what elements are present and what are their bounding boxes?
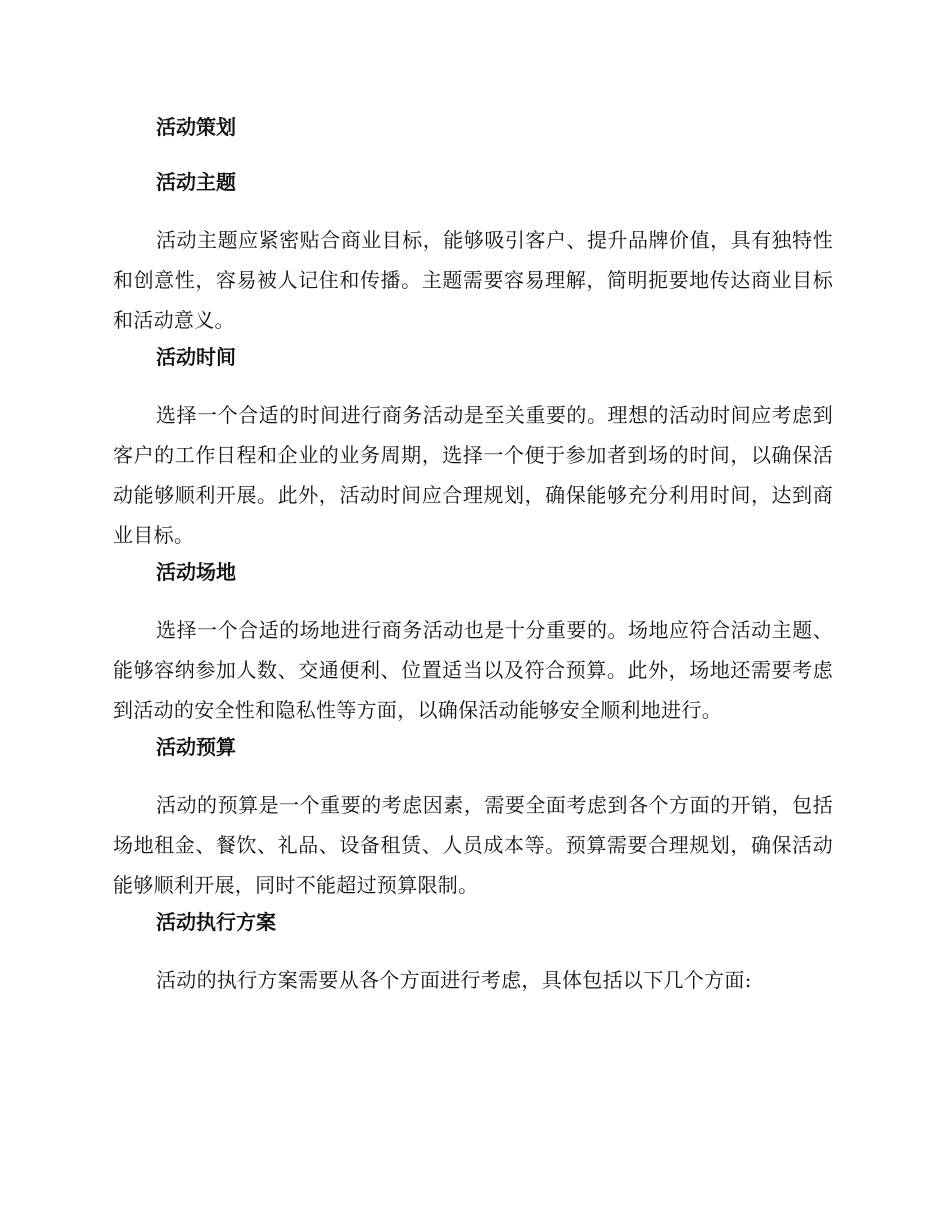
section-execution-plan [113, 905, 833, 1000]
section-budget [113, 730, 833, 905]
document-content [113, 110, 833, 1000]
section-heading: 活动时间 [156, 345, 236, 369]
section-heading: 活动主题 [156, 170, 236, 194]
section-paragraph: 活动主题应紧密贴合商业目标，能够吸引客户、提升品牌价值，具有独特性和创意性，容易被人记住和传播。主题需要容易理解，简明扼要地传达商业目标和活动意义。 [113, 228, 833, 332]
section-theme [113, 165, 833, 340]
section-heading: 活动场地 [156, 560, 236, 584]
section-heading: 活动预算 [156, 735, 236, 759]
section-paragraph: 活动的执行方案需要从各个方面进行考虑，具体包括以下几个方面: [156, 968, 752, 992]
section-paragraph: 选择一个合适的时间进行商务活动是至关重要的。理想的活动时间应考虑到客户的工作日程和企业的业务周期，选择一个便于参加者到场的时间，以确保活动能够顺利开展。此外，活动时间应合理规划，确保能够充分利用时间，达到商业目标。 [113, 403, 833, 547]
document-title: 活动策划 [156, 115, 236, 139]
section-venue [113, 555, 833, 730]
section-paragraph: 选择一个合适的场地进行商务活动也是十分重要的。场地应符合活动主题、能够容纳参加人数、交通便利、位置适当以及符合预算。此外，场地还需要考虑到活动的安全性和隐私性等方面，以确保活动能够安全顺利地进行。 [113, 618, 833, 722]
section-time [113, 340, 833, 555]
section-paragraph: 活动的预算是一个重要的考虑因素，需要全面考虑到各个方面的开销，包括场地租金、餐饮、礼品、设备租赁、人员成本等。预算需要合理规划，确保活动能够顺利开展，同时不能超过预算限制。 [113, 793, 833, 897]
section-heading: 活动执行方案 [156, 910, 276, 934]
